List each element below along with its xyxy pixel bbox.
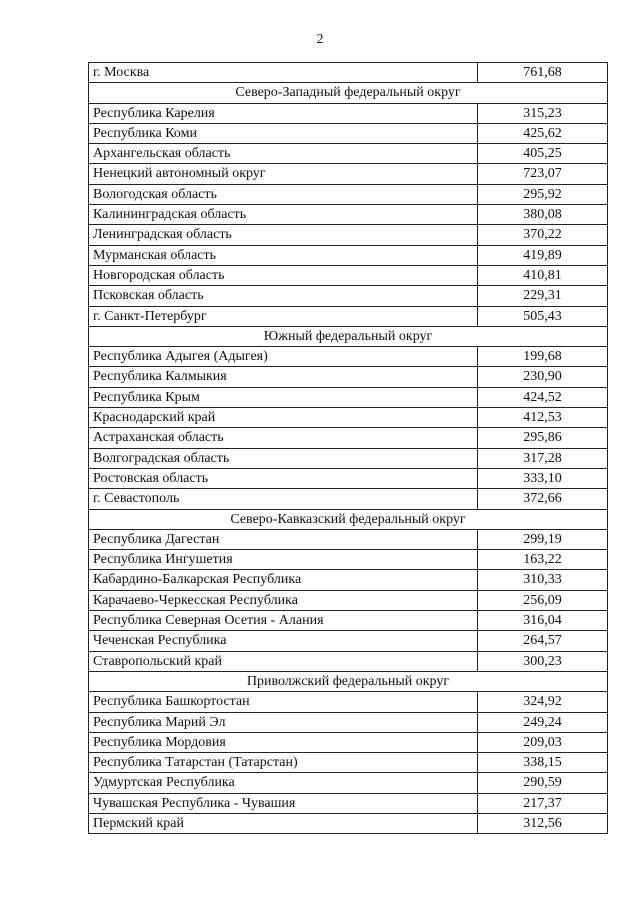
table-row bbox=[89, 652, 607, 672]
region-name: Республика Адыгея (Адыгея) bbox=[89, 347, 478, 366]
section-header-row bbox=[89, 510, 607, 530]
region-name: Республика Коми bbox=[89, 124, 478, 143]
table-row bbox=[89, 428, 607, 448]
region-name: Удмуртская Республика bbox=[89, 773, 478, 792]
region-name: г. Москва bbox=[89, 63, 478, 82]
region-value: 217,37 bbox=[523, 795, 562, 811]
table-row bbox=[89, 307, 607, 327]
region-name: Республика Башкортостан bbox=[89, 692, 478, 711]
section-header-row bbox=[89, 83, 607, 103]
section-title: Северо-Западный федеральный округ bbox=[235, 85, 461, 101]
region-value: 410,81 bbox=[523, 267, 562, 283]
region-name: Республика Ингушетия bbox=[89, 550, 478, 569]
table-row bbox=[89, 246, 607, 266]
region-value: 249,24 bbox=[523, 714, 562, 730]
region-value: 163,22 bbox=[523, 552, 562, 568]
region-value: 199,68 bbox=[523, 349, 562, 365]
region-value: 333,10 bbox=[523, 470, 562, 486]
region-value: 264,57 bbox=[523, 633, 562, 649]
region-name: Вологодская область bbox=[89, 185, 478, 204]
table-row bbox=[89, 144, 607, 164]
region-value: 316,04 bbox=[523, 613, 562, 629]
table-row bbox=[89, 104, 607, 124]
table-row bbox=[89, 794, 607, 814]
region-value: 505,43 bbox=[523, 308, 562, 324]
table-row bbox=[89, 631, 607, 651]
region-value: 310,33 bbox=[523, 572, 562, 588]
section-title: Южный федеральный округ bbox=[263, 328, 433, 344]
table-row bbox=[89, 489, 607, 509]
region-name: Кабардино-Балкарская Республика bbox=[89, 570, 478, 589]
region-name: Калининградская область bbox=[89, 205, 478, 224]
table-row bbox=[89, 388, 607, 408]
table-row bbox=[89, 469, 607, 489]
section-header-row bbox=[89, 327, 607, 347]
region-value: 230,90 bbox=[523, 369, 562, 385]
region-value: 317,28 bbox=[523, 450, 562, 466]
region-name: Ленинградская область bbox=[89, 225, 478, 244]
table-row bbox=[89, 408, 607, 428]
region-name: г. Севастополь bbox=[89, 489, 478, 508]
table-row bbox=[89, 225, 607, 245]
region-name: Карачаево-Черкесская Республика bbox=[89, 591, 478, 610]
section-title: Северо-Кавказский федеральный округ bbox=[230, 511, 466, 527]
region-name: Новгородская область bbox=[89, 266, 478, 285]
table-row bbox=[89, 347, 607, 367]
table-row bbox=[89, 753, 607, 773]
region-name: Волгоградская область bbox=[89, 449, 478, 468]
region-value: 338,15 bbox=[523, 755, 562, 771]
region-value: 723,07 bbox=[523, 166, 562, 182]
table-row bbox=[89, 814, 607, 834]
region-value: 290,59 bbox=[523, 775, 562, 791]
region-name: Архангельская область bbox=[89, 144, 478, 163]
region-value: 256,09 bbox=[523, 592, 562, 608]
section-header-row bbox=[89, 672, 607, 692]
region-value: 370,22 bbox=[523, 227, 562, 243]
region-name: Республика Мордовия bbox=[89, 733, 478, 752]
region-name: Мурманская область bbox=[89, 246, 478, 265]
region-name: г. Санкт-Петербург bbox=[89, 307, 478, 326]
region-value: 419,89 bbox=[523, 247, 562, 263]
table-row bbox=[89, 205, 607, 225]
region-name: Краснодарский край bbox=[89, 408, 478, 427]
region-value: 761,68 bbox=[523, 65, 562, 80]
table-row bbox=[89, 185, 607, 205]
regions-table bbox=[88, 62, 608, 834]
region-value: 372,66 bbox=[523, 491, 562, 507]
table-row bbox=[89, 449, 607, 469]
region-value: 405,25 bbox=[523, 146, 562, 162]
region-value: 300,23 bbox=[523, 653, 562, 669]
region-value: 299,19 bbox=[523, 531, 562, 547]
region-name: Республика Северная Осетия - Алания bbox=[89, 611, 478, 630]
region-name: Республика Калмыкия bbox=[89, 367, 478, 386]
table-row bbox=[89, 550, 607, 570]
region-name: Чеченская Республика bbox=[89, 631, 478, 650]
table-row bbox=[89, 164, 607, 184]
region-value: 425,62 bbox=[523, 125, 562, 141]
region-value: 312,56 bbox=[523, 815, 562, 831]
table-row bbox=[89, 63, 607, 83]
region-name: Ставропольский край bbox=[89, 652, 478, 671]
table-row bbox=[89, 530, 607, 550]
table-row bbox=[89, 570, 607, 590]
table-row bbox=[89, 266, 607, 286]
region-value: 315,23 bbox=[523, 105, 562, 121]
page-number: 2 bbox=[316, 32, 324, 47]
region-value: 424,52 bbox=[523, 389, 562, 405]
region-name: Республика Крым bbox=[89, 388, 478, 407]
table-row bbox=[89, 692, 607, 712]
region-name: Республика Дагестан bbox=[89, 530, 478, 549]
region-name: Республика Карелия bbox=[89, 104, 478, 123]
table-row bbox=[89, 591, 607, 611]
region-name: Ненецкий автономный округ bbox=[89, 164, 478, 183]
region-name: Ростовская область bbox=[89, 469, 478, 488]
region-value: 229,31 bbox=[523, 288, 562, 304]
table-row bbox=[89, 286, 607, 306]
table-row bbox=[89, 773, 607, 793]
region-name: Псковская область bbox=[89, 286, 478, 305]
table-row bbox=[89, 733, 607, 753]
region-value: 295,92 bbox=[523, 186, 562, 202]
region-name: Чувашская Республика - Чувашия bbox=[89, 794, 478, 813]
region-name: Республика Марий Эл bbox=[89, 713, 478, 732]
region-value: 412,53 bbox=[523, 410, 562, 426]
section-title: Приволжский федеральный округ bbox=[246, 673, 450, 689]
region-name: Республика Татарстан (Татарстан) bbox=[89, 753, 478, 772]
region-name: Астраханская область bbox=[89, 428, 478, 447]
table-row bbox=[89, 367, 607, 387]
region-value: 324,92 bbox=[523, 694, 562, 710]
region-value: 380,08 bbox=[523, 207, 562, 223]
table-row bbox=[89, 713, 607, 733]
table-row bbox=[89, 124, 607, 144]
region-name: Пермский край bbox=[89, 814, 478, 833]
region-value: 209,03 bbox=[523, 734, 562, 750]
region-value: 295,86 bbox=[523, 430, 562, 446]
table-row bbox=[89, 611, 607, 631]
